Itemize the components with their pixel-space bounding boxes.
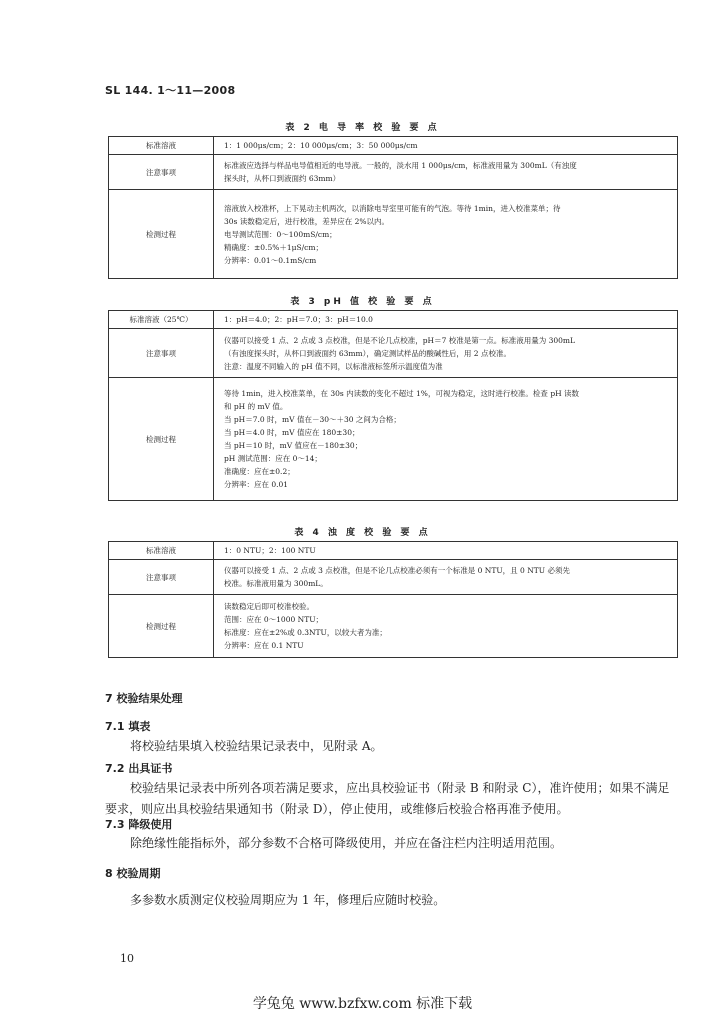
table-row xyxy=(109,190,678,279)
row-value: 标准液应选择与样品电导值相近的电导液。一般的，淡水用 1 000μs/cm，标准液用量为 300mL（有浊度 探头时，从杯口到液面约 63mm） xyxy=(214,155,678,190)
table-row xyxy=(109,378,678,501)
row-key: 注意事项 xyxy=(109,155,214,190)
section-7-title: 7 校验结果处理 xyxy=(105,692,183,705)
row-value: 溶液放入校准杯，上下晃动主机两次，以消除电导室里可能有的气泡。等待 1min，进入校准菜单；待 30s 读数稳定后，进行校准，差异应在 2%以内。 电导测试范围：0～100mS/cm； 精确度：±0.5%＋1μS/cm； 分辨率：0.01～0.1mS/cm xyxy=(214,190,678,279)
table-row xyxy=(109,155,678,190)
section-7-2-text: 校验结果记录表中所列各项若满足要求，应出具校验证书（附录 B 和附录 C），准许使用；如果不满足要求，则应出具校验结果通知书（附录 D），停止使用，或维修后校验合格再准予使用。 xyxy=(105,781,670,816)
section-7-1-title: 7.1 填表 xyxy=(105,720,151,733)
table3-caption: 表 3 pH 值 校 验 要 点 xyxy=(290,297,435,307)
row-key: 注意事项 xyxy=(109,329,214,378)
row-value: 1：0 NTU；2：100 NTU xyxy=(214,542,678,560)
section-7-2-title: 7.2 出具证书 xyxy=(105,762,173,775)
table-row xyxy=(109,595,678,658)
row-key: 注意事项 xyxy=(109,560,214,595)
row-key: 标准溶液（25℃） xyxy=(109,311,214,329)
table2-caption: 表 2 电 导 率 校 验 要 点 xyxy=(285,123,440,133)
footer-watermark: 学兔兔 www.bzfxw.com 标准下载 xyxy=(252,996,473,1012)
row-value: 1：1 000μs/cm；2：10 000μs/cm；3：50 000μs/cm xyxy=(214,137,678,155)
table-row xyxy=(109,137,678,155)
table-row xyxy=(109,311,678,329)
table-row xyxy=(109,329,678,378)
row-value: 读数稳定后即可校准校验。 范围：应在 0～1000 NTU； 标准度：应在±2%或 0.3NTU，以较大者为准； 分辨率：应在 0.1 NTU xyxy=(214,595,678,658)
table3 xyxy=(108,310,678,501)
section-8-title: 8 校验周期 xyxy=(105,867,161,880)
table4 xyxy=(108,541,678,658)
row-value: 仪器可以接受 1 点、2 点或 3 点校准，但是不论几点校准，pH＝7 校准是第一点。标准液用量为 300mL （有浊度探头时，从杯口到液面约 63mm），确定测试样品的酸碱性后，用 2 点校准。 注意：温度不同输入的 pH 值不同，以标准液标签所示温度值为准 xyxy=(214,329,678,378)
table4-caption: 表 4 浊 度 校 验 要 点 xyxy=(294,528,431,538)
table-row xyxy=(109,560,678,595)
section-8-text: 多参数水质测定仪校验周期应为 1 年，修理后应随时校验。 xyxy=(130,893,446,907)
row-key: 检测过程 xyxy=(109,378,214,501)
section-7-1-text: 将校验结果填入校验结果记录表中，见附录 A。 xyxy=(130,739,383,753)
section-7-3-title: 7.3 降级使用 xyxy=(105,818,173,831)
row-key: 检测过程 xyxy=(109,190,214,279)
row-key: 标准溶液 xyxy=(109,542,214,560)
row-value: 等待 1min，进入校准菜单，在 30s 内读数的变化不超过 1%，可视为稳定，这时进行校准。检查 pH 读数 和 pH 的 mV 值。 当 pH＝7.0 时，mV 值在－30～＋30 之间为合格； 当 pH＝4.0 时，mV 值应在 180±30； 当 pH＝10 时，mV 值应在－180±30； pH 测试范围：应在 0～14； 准确度：应在±0.2； 分辨率：应在 0.01 xyxy=(214,378,678,501)
standard-number: SL 144. 1～11—2008 xyxy=(105,84,236,97)
table-row xyxy=(109,542,678,560)
section-7-3-text: 除绝缘性能指标外，部分参数不合格可降级使用，并应在备注栏内注明适用范围。 xyxy=(130,836,563,850)
row-key: 标准溶液 xyxy=(109,137,214,155)
page-number: 10 xyxy=(120,952,134,965)
row-value: 仪器可以接受 1 点、2 点或 3 点校准，但是不论几点校准必须有一个标准是 0 NTU，且 0 NTU 必须先 校准。标准液用量为 300mL。 xyxy=(214,560,678,595)
row-value: 1：pH＝4.0；2：pH＝7.0；3：pH＝10.0 xyxy=(214,311,678,329)
table2 xyxy=(108,136,678,279)
row-key: 检测过程 xyxy=(109,595,214,658)
